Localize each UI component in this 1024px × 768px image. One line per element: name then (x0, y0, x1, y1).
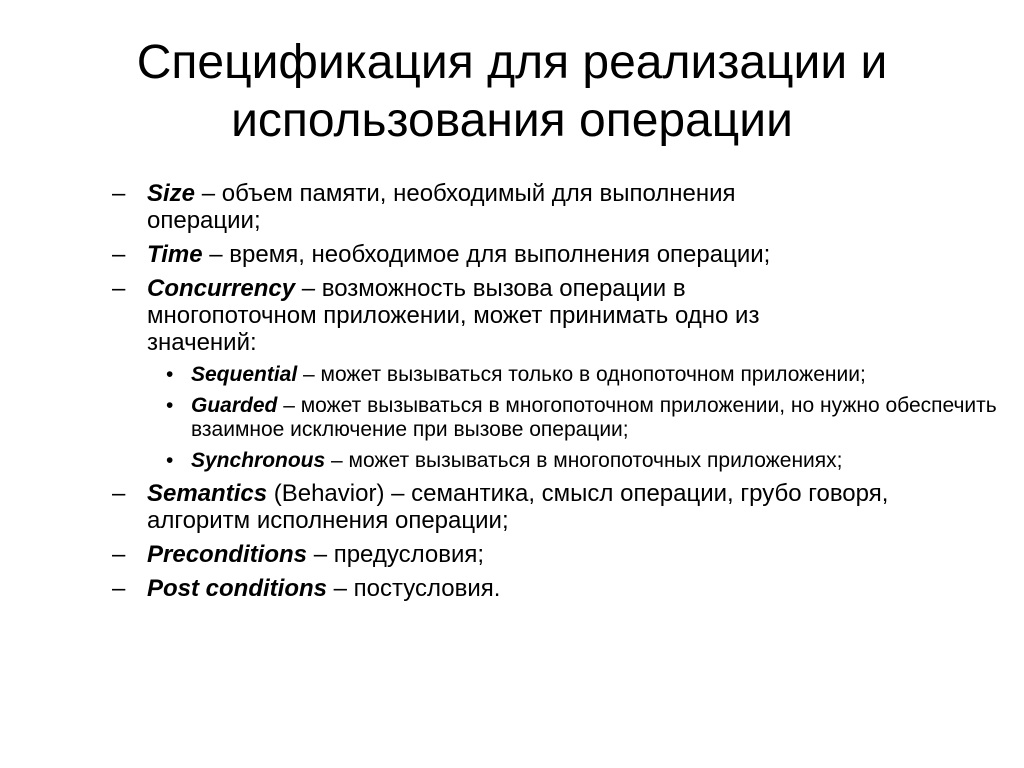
term-guarded: Guarded (191, 394, 278, 417)
term-size: Size (147, 180, 196, 207)
list-item-postconditions (112, 575, 972, 602)
term-semantics: Semantics (147, 480, 268, 507)
desc-postconditions: – постусловия. (327, 575, 501, 602)
dash-marker: – (112, 541, 126, 568)
desc-size: – объем памяти, необходимый для выполнения операции; (147, 180, 736, 234)
list-item-time (112, 241, 972, 268)
term-concurrency: Concurrency (147, 275, 296, 302)
term-sequential: Sequential (191, 363, 298, 386)
list-item-size (112, 180, 847, 234)
term-time: Time (147, 241, 203, 268)
desc-time: – время, необходимое для выполнения операции; (202, 241, 771, 268)
slide-title (0, 34, 1024, 150)
term-synchronous: Synchronous (191, 449, 326, 472)
term-preconditions: Preconditions (147, 541, 308, 568)
desc-sequential: – может вызываться только в однопоточном приложении; (297, 363, 866, 386)
sub-item-sequential (112, 363, 891, 387)
term-postconditions: Post conditions (147, 575, 327, 602)
bullet-list (112, 180, 997, 609)
desc-synchronous: – может вызываться в многопоточных приложениях; (325, 449, 843, 472)
desc-preconditions: – предусловия; (307, 541, 485, 568)
desc-concurrency: – возможность вызова операции в многопоточном приложении, может принимать одно из значений: (147, 275, 760, 356)
slide-title-line-2: использования операции (231, 94, 793, 147)
list-item-concurrency (112, 275, 827, 356)
slide-title-line-1: Спецификация для реализации и (136, 36, 888, 89)
list-item-preconditions (112, 541, 972, 568)
desc-guarded: – может вызываться в многопоточном приложении, но нужно обеспечить взаимное исключение при вызове операции; (191, 394, 997, 441)
dash-marker: – (112, 275, 126, 302)
sub-item-guarded (112, 394, 1024, 442)
list-item-semantics (112, 480, 957, 534)
sub-item-synchronous (112, 449, 911, 473)
bullet-marker: • (166, 449, 174, 472)
dash-marker: – (112, 180, 126, 207)
dash-marker: – (112, 480, 126, 507)
dash-marker: – (112, 575, 126, 602)
dash-marker: – (112, 241, 126, 268)
bullet-marker: • (166, 394, 174, 417)
desc-semantics: (Behavior) – семантика, смысл операции, грубо говоря, алгоритм исполнения операции; (147, 480, 889, 534)
bullet-marker: • (166, 363, 174, 386)
